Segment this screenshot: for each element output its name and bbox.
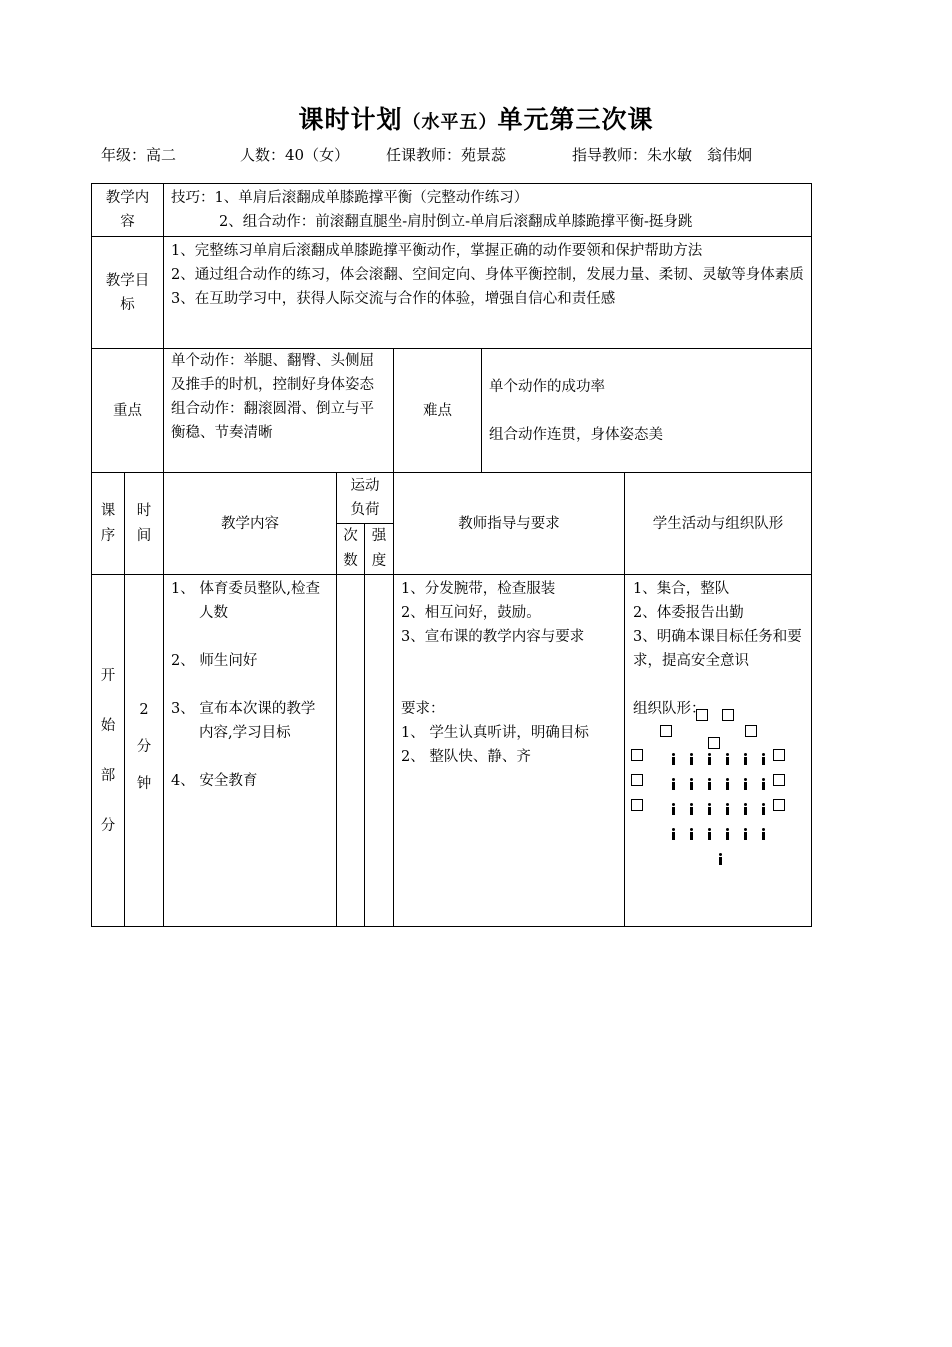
teacher-marker-icon (773, 749, 785, 761)
title-level: （水平五） (402, 112, 498, 133)
activity-2: 2、体委报告出勤 (633, 605, 744, 621)
student-icon (707, 828, 712, 840)
student-icon (707, 803, 712, 815)
section-content-3: 3、 宣布本次课的教学内容,学习目标 (171, 701, 316, 741)
section-content-4: 4、 安全教育 (171, 773, 258, 789)
student-icon (761, 803, 766, 815)
section-content (164, 575, 337, 927)
student-icon (761, 778, 766, 790)
requirements-label: 要求： (401, 701, 445, 717)
header-time: 时间 (125, 473, 164, 575)
student-icon (671, 828, 676, 840)
student-icon (725, 778, 730, 790)
student-icon (707, 778, 712, 790)
teacher-marker-icon (708, 737, 720, 749)
student-icon (689, 753, 694, 765)
student-icon (707, 753, 712, 765)
difficulty-cell (482, 349, 812, 473)
formation-diagram (633, 721, 807, 926)
section-reps (337, 575, 365, 927)
guidance-2: 2、相互问好，鼓励。 (401, 605, 541, 621)
header-intensity: 强度 (365, 524, 394, 575)
student-icon (725, 828, 730, 840)
formation-label: 组织队形： (633, 701, 706, 717)
teacher-marker-icon (631, 749, 643, 761)
section-activity (625, 575, 812, 927)
section-content-2: 2、 师生问好 (171, 653, 258, 669)
header-content: 教学内容 (164, 473, 337, 575)
section-time (125, 575, 164, 927)
advisor-text: 指导教师：朱水敏 翁伟炯 (572, 146, 753, 164)
student-icon (761, 828, 766, 840)
row-header-1 (92, 473, 812, 524)
row-content (92, 184, 812, 237)
teacher-marker-icon (660, 725, 672, 737)
grade-text: 年级：高二 (101, 146, 177, 164)
content-line-1: 技巧：1、单肩后滚翻成单膝跪撑平衡（完整动作练习） (171, 190, 529, 206)
guidance-3: 3、宣布课的教学内容与要求 (401, 629, 585, 645)
goals-label: 教学目标 (92, 237, 164, 349)
student-icon (743, 753, 748, 765)
page-title (0, 100, 952, 136)
teacher-marker-icon (696, 709, 708, 721)
header-reps: 次数 (337, 524, 365, 575)
student-icon (689, 803, 694, 815)
keypoint-combo: 组合动作：翻滚圆滑、倒立与平衡稳、节奏清晰 (171, 401, 374, 441)
row-keypoints (92, 349, 812, 473)
requirement-2: 2、 整队快、静、齐 (401, 749, 531, 765)
requirement-1: 1、 学生认真听讲，明确目标 (401, 725, 589, 741)
difficulty-single: 单个动作的成功率 (489, 378, 605, 395)
activity-1: 1、集合，整队 (633, 581, 730, 597)
count-text: 人数：40（女） (240, 146, 350, 164)
section-content-1: 1、 体育委员整队,检查人数 (171, 581, 320, 621)
header-load: 运动负荷 (337, 473, 394, 524)
goal-item-1: 1、完整练习单肩后滚翻成单膝跪撑平衡动作，掌握正确的动作要领和保护帮助方法 (171, 243, 703, 259)
student-icon (671, 753, 676, 765)
header-guidance: 教师指导与要求 (394, 473, 625, 575)
content-label: 教学内容 (92, 184, 164, 237)
content-cell (164, 184, 812, 237)
student-icon (743, 828, 748, 840)
goal-item-3: 3、在互助学习中，获得人际交流与合作的体验，增强自信心和责任感 (171, 291, 616, 307)
student-icon (761, 753, 766, 765)
section-guidance (394, 575, 625, 927)
student-icon (671, 803, 676, 815)
keypoints-label: 重点 (92, 349, 164, 473)
title-main: 课时计划 (298, 105, 403, 134)
teacher-marker-icon (745, 725, 757, 737)
teacher-text: 任课教师：苑景蕊 (386, 146, 507, 164)
student-icon (743, 803, 748, 815)
title-unit: 单元第三次课 (497, 105, 654, 134)
difficulty-combo: 组合动作连贯，身体姿态美 (489, 426, 663, 443)
student-icon (725, 753, 730, 765)
student-leader-icon (718, 853, 723, 865)
student-icon (725, 803, 730, 815)
keypoint-single: 单个动作：举腿、翻臀、头侧屈及推手的时机，控制好身体姿态 (171, 353, 374, 393)
goal-item-2: 2、通过组合动作的练习，体会滚翻、空间定向、身体平衡控制，发展力量、柔韧、灵敏等身体素质 (171, 267, 804, 283)
difficulty-label: 难点 (394, 349, 482, 473)
student-icon (671, 778, 676, 790)
lesson-plan-table (91, 183, 812, 927)
lesson-meta (0, 144, 952, 168)
teacher-marker-icon (631, 799, 643, 811)
keypoints-cell (164, 349, 394, 473)
goals-cell (164, 237, 812, 349)
row-section-start (92, 575, 812, 927)
section-time-unit: 分钟 (136, 739, 152, 792)
header-activity: 学生活动与组织队形 (625, 473, 812, 575)
student-icon (743, 778, 748, 790)
header-order: 课序 (92, 473, 125, 575)
section-time-num: 2 (139, 702, 149, 718)
section-intensity (365, 575, 394, 927)
teacher-marker-icon (722, 709, 734, 721)
teacher-marker-icon (773, 799, 785, 811)
student-icon (689, 778, 694, 790)
activity-3: 3、明确本课目标任务和要求，提高安全意识 (633, 629, 802, 669)
content-line-2: 2、组合动作：前滚翻直腿坐-肩肘倒立-单肩后滚翻成单膝跪撑平衡-挺身跳 (219, 214, 693, 230)
row-goals (92, 237, 812, 349)
teacher-marker-icon (631, 774, 643, 786)
student-icon (689, 828, 694, 840)
teacher-marker-icon (773, 774, 785, 786)
section-name: 开始部分 (92, 575, 125, 927)
guidance-1: 1、分发腕带，检查服装 (401, 581, 556, 597)
